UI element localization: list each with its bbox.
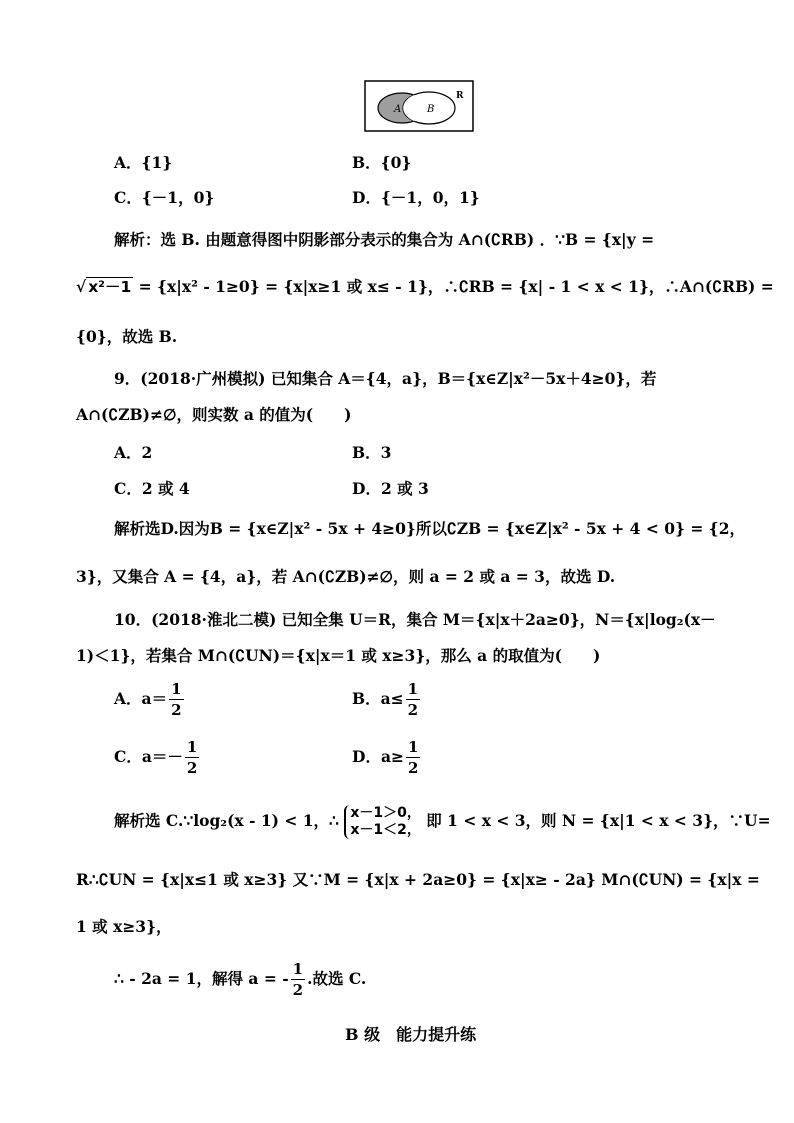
case-2: x－1＜2， [350,822,421,838]
q10-option-a-prefix: A．a＝ [114,689,168,708]
fraction-numerator: 1 [292,960,304,978]
q10-option-d-prefix: D．a≥ [352,747,404,766]
fraction-denominator: 2 [186,759,198,777]
q9-solution-line-2: 3}，又集合 A = {4，a}，若 A∩(∁ZB)≠∅，则 a = 2 或 a = 3，故选 D. [76,567,616,586]
q10-solution-line-2: R∴∁UN = {x|x≤1 或 x≥3} 又∵M = {x|x + 2a≥0} = {x|x≥ - 2a} M∩(∁UN) = {x|x = [76,870,760,889]
q10-solution-line-4-a: ∴ - 2a = 1，解得 a = - [114,969,289,988]
q9-stem-line-2: A∩(∁ZB)≠∅，则实数 a 的值为( ) [76,405,352,424]
q9-option-c: C．2 或 4 [114,479,190,498]
q10-option-c-prefix: C．a＝－ [114,747,183,766]
fraction-denominator: 2 [171,701,182,719]
q10-option-b-prefix: B．a≤ [352,689,404,708]
fraction [185,740,199,776]
q10-solution-line-1-a: 解析选 C.∵log₂(x - 1) < 1，∴ [114,811,339,830]
fraction-denominator: 2 [292,981,304,999]
inequality-system [344,805,421,839]
q8-option-b: B．{0} [352,153,412,172]
q9-solution-line-1: 解析选D.因为B = {x∈Z|x² - 5x + 4≥0}所以∁ZB = {x∈Z|x² - 5x + 4 < 0} = {2， [114,519,745,538]
q8-solution-line-2 [76,276,774,298]
fraction [406,682,420,718]
q10-option-c [114,740,201,776]
sqrt-radicand: x²－1 [88,278,132,296]
fraction [291,962,305,998]
q8-solution-line-1: 解析：选 B. 由题意得图中阴影部分表示的集合为 A∩(∁RB) ．∵B = {x|y = [114,230,655,249]
fraction [406,740,420,776]
sqrt-expression: √ x²－1 [76,277,132,296]
venn-label-r: R [456,91,464,101]
fraction-numerator: 1 [407,680,419,698]
fraction-numerator: 1 [171,680,182,698]
venn-label-a: A [394,104,402,115]
case-1: x－1＞0， [350,805,421,821]
fraction [169,682,183,718]
venn-label-b: B [427,104,435,115]
q8-option-d: D．{－1，0，1} [352,188,480,207]
fraction-numerator: 1 [186,738,198,756]
q10-solution-line-3: 1 或 x≥3}， [76,917,172,936]
q9-option-a: A．2 [114,443,153,462]
venn-diagram [364,80,474,132]
q10-solution-line-4-b: .故选 C. [307,969,367,988]
q10-option-d [352,740,422,776]
q8-solution-line-3: {0}，故选 B. [76,327,178,346]
q8-option-c: C．{－1，0} [114,188,215,207]
fraction-denominator: 2 [407,701,419,719]
fraction-denominator: 2 [407,759,419,777]
q9-option-b: B．3 [352,443,392,462]
q10-solution-line-1-b: 即 1 < x < 3，则 N = {x|1 < x < 3}，∵U= [426,811,771,830]
q10-solution-line-4 [114,962,366,998]
q9-option-d: D．2 或 3 [352,479,429,498]
q10-solution-line-1 [114,805,771,839]
q10-stem-line-2: 1)＜1}，若集合 M∩(∁UN)＝{x|x＝1 或 x≥3}，那么 a 的取值为( ) [76,646,601,665]
q9-stem-line-1: 9．(2018·广州模拟) 已知集合 A＝{4，a}，B＝{x∈Z|x²－5x＋4≥0}，若 [114,369,657,388]
q10-stem-line-1: 10．(2018·淮北二模) 已知全集 U＝R，集合 M＝{x|x＋2a≥0}，N＝{x|log₂(x－ [114,610,716,629]
q10-option-b [352,682,422,718]
q8-solution-line-2-text: = {x|x² - 1≥0} = {x|x≥1 或 x≤ - 1}，∴∁RB = {x| - 1 < x < 1}，∴A∩(∁RB) = [138,277,774,296]
q8-option-a: A．{1} [114,153,173,172]
q10-option-a [114,682,186,718]
fraction-numerator: 1 [407,738,419,756]
section-title: B 级 能力提升练 [345,1025,477,1044]
